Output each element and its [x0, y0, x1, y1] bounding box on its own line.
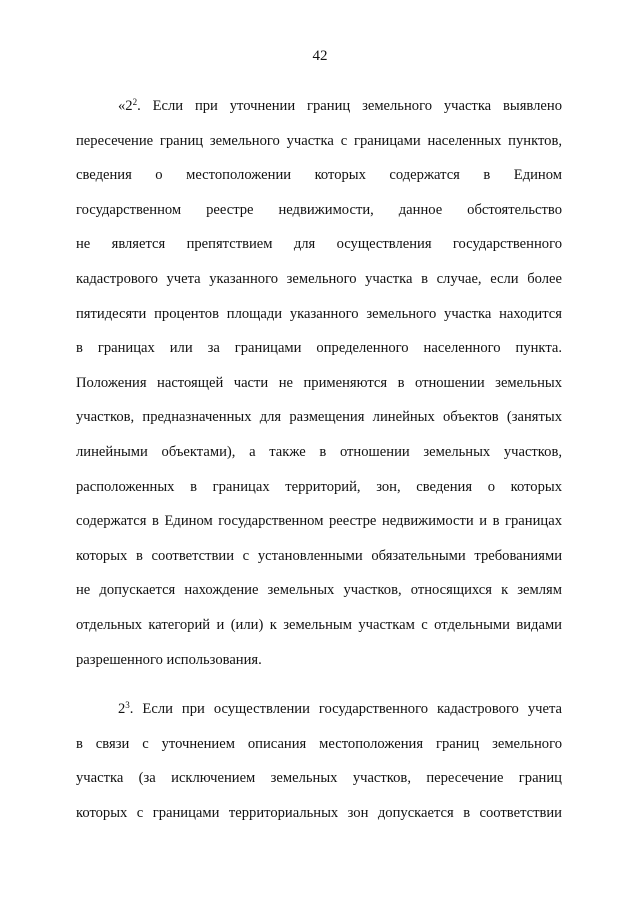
paragraph-1-marker-superscript: 2 [132, 97, 138, 107]
paragraph-1-marker: «2 [118, 98, 133, 114]
paragraph-1-line-5: не является препятствием для осуществления государственного [76, 236, 562, 253]
paragraph-spacer [76, 677, 562, 692]
paragraph-1-line-13: содержатся в Едином государственном реестре недвижимости и в границах [76, 513, 562, 530]
paragraph-1-line-12: расположенных в границах территорий, зон, сведения о которых [76, 478, 562, 495]
paragraph-1-line-16: отдельных категорий и (или) к земельным участкам с отдельными видами [76, 616, 562, 633]
paragraph-1-line-7: пятидесяти процентов площади указанного земельного участка находится [76, 305, 562, 322]
paragraph-1-line-14: которых в соответствии с установленными обязательными требованиями [76, 547, 562, 564]
paragraph-1-line-4: государственном реестре недвижимости, данное обстоятельство [76, 201, 562, 218]
paragraph-2-marker-superscript: 3 [125, 700, 130, 711]
paragraph-1-line-10: участков, предназначенных для размещения линейных объектов (занятых [76, 409, 562, 426]
paragraph-2-marker: 2 [118, 701, 126, 718]
paragraph-1-line-17: разрешенного использования. [76, 651, 262, 668]
paragraph-2-line-1 [76, 692, 562, 727]
paragraph-1-line-3: сведения о местоположении которых содержатся в Едином [76, 167, 562, 184]
paragraph-1-line-15: не допускается нахождение земельных участков, относящихся к землям [76, 582, 562, 599]
paragraph-2-line-3: участка (за исключением земельных участков, пересечение границ [76, 770, 562, 787]
paragraph-2-line-1-text: . Если при осуществлении государственного кадастрового учета [129, 701, 562, 718]
page-number: 42 [312, 48, 328, 64]
document-body [76, 89, 562, 830]
paragraph-2-line-2: в связи с уточнением описания местоположения границ земельного [76, 735, 562, 752]
paragraph-1-line-9: Положения настоящей части не применяются в отношении земельных [76, 374, 562, 391]
paragraph-1-line-1 [76, 89, 562, 124]
paragraph-1-line-1-text: . Если при уточнении границ земельного участка выявлено [137, 98, 562, 114]
paragraph-2-line-4: которых с границами территориальных зон допускается в соответствии [76, 804, 562, 821]
paragraph-1-line-11: линейными объектами), а также в отношении земельных участков, [76, 443, 562, 460]
paragraph-1-line-2: пересечение границ земельного участка с границами населенных пунктов, [76, 132, 562, 149]
paragraph-1-line-8: в границах или за границами определенного населенного пункта. [76, 340, 562, 357]
paragraph-1-line-6: кадастрового учета указанного земельного участка в случае, если более [76, 270, 562, 287]
